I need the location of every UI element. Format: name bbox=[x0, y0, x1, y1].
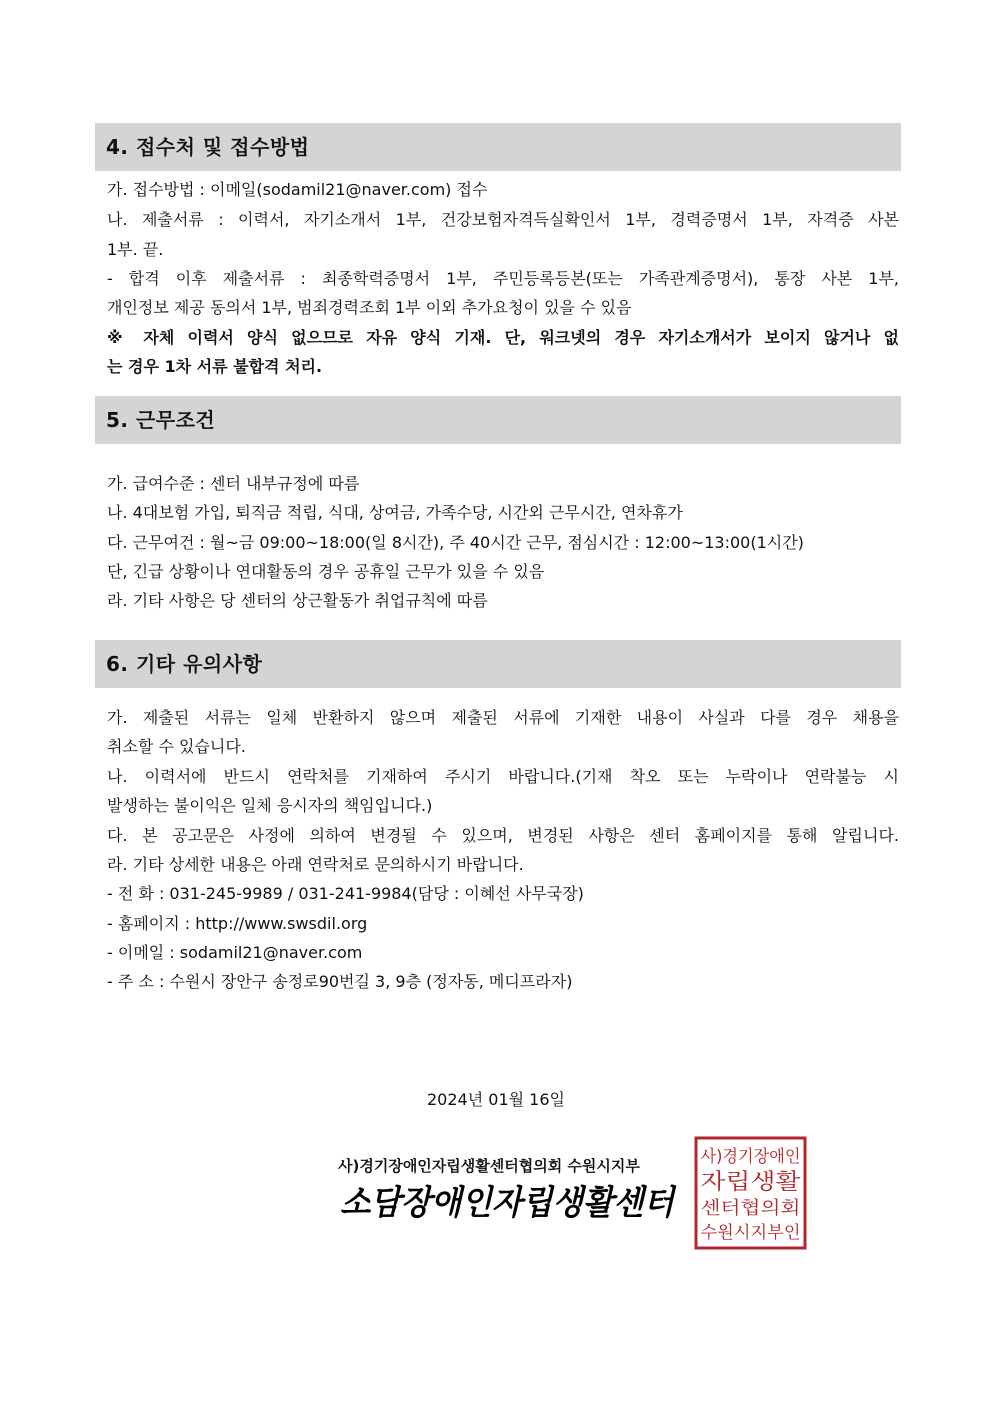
rules-line: 라. 기타 사항은 당 센터의 상근활동가 취업규칙에 따름 bbox=[107, 591, 488, 610]
section-heading-application: 4. 접수처 및 접수방법 bbox=[95, 123, 901, 171]
note-d-line: 라. 기타 상세한 내용은 아래 연락처로 문의하시기 바랍니다. bbox=[107, 855, 524, 874]
salary-line: 가. 급여수준 : 센터 내부규정에 따름 bbox=[107, 474, 360, 493]
note-c-line: 다. 본 공고문은 사정에 의하여 변경될 수 있으며, 변경된 사항은 센터 홈페이지를 통해 알립니다. bbox=[107, 826, 899, 845]
contact-address-line: - 주 소 : 수원시 장안구 송정로90번길 3, 9층 (정자동, 메디프라자) bbox=[107, 972, 573, 991]
center-logo bbox=[338, 1176, 678, 1226]
contact-phone-line: - 전 화 : 031-245-9989 / 031-241-9984(담당 : 이혜선 사무국장) bbox=[107, 884, 584, 903]
benefits-line: 나. 4대보험 가입, 퇴직금 적립, 식대, 상여금, 가족수당, 시간외 근무시간, 연차휴가 bbox=[107, 503, 683, 522]
resume-note-line: ※ 자체 이력서 양식 없으므로 자유 양식 기재. 단, 워크넷의 경우 자기소개서가 보이지 않거나 없 bbox=[107, 328, 899, 347]
documents-line: 나. 제출서류 : 이력서, 자기소개서 1부, 건강보험자격득실확인서 1부, 경력증명서 1부, 자격증 사본 bbox=[107, 210, 899, 229]
note-a-line: 가. 제출된 서류는 일체 반환하지 않으며 제출된 서류에 기재한 내용이 사실과 다를 경우 채용을 bbox=[107, 708, 899, 727]
center-logo-text: 소담장애인자립생활센터 bbox=[340, 1183, 677, 1223]
seal-line-2: 자립생활 bbox=[700, 1170, 802, 1195]
resume-note-line-cont: 는 경우 1차 서류 불합격 처리. bbox=[107, 357, 323, 376]
official-seal bbox=[693, 1135, 808, 1251]
note-a-line-cont: 취소할 수 있습니다. bbox=[107, 737, 246, 756]
note-b-line: 나. 이력서에 반드시 연락처를 기재하여 주시기 바랍니다.(기재 착오 또는 누락이나 연락불능 시 bbox=[107, 767, 899, 786]
contact-email-line: - 이메일 : sodamil21@naver.com bbox=[107, 943, 363, 962]
hours-line-cont: 단, 긴급 상황이나 연대활동의 경우 공휴일 근무가 있을 수 있음 bbox=[107, 562, 545, 581]
document-date: 2024년 01월 16일 bbox=[427, 1090, 565, 1109]
section-heading-conditions: 5. 근무조건 bbox=[95, 396, 901, 444]
post-pass-documents-line-cont: 개인정보 제공 동의서 1부, 범죄경력조회 1부 이외 추가요청이 있을 수 있음 bbox=[107, 298, 632, 317]
note-b-line-cont: 발생하는 불이익은 일체 응시자의 책임입니다.) bbox=[107, 796, 433, 815]
seal-line-1: 사)경기장애인 bbox=[700, 1147, 806, 1167]
seal-line-3: 센터협의회 bbox=[700, 1198, 788, 1219]
hours-line: 다. 근무여건 : 월~금 09:00~18:00(일 8시간), 주 40시간 근무, 점심시간 : 12:00~13:00(1시간) bbox=[107, 533, 804, 552]
section-heading-notes: 6. 기타 유의사항 bbox=[95, 640, 901, 688]
organization-name: 사)경기장애인자립생활센터협의회 수원시지부 bbox=[338, 1157, 640, 1175]
contact-homepage-line: - 홈페이지 : http://www.swsdil.org bbox=[107, 914, 368, 933]
seal-line-4: 수원시지부인 bbox=[700, 1223, 800, 1243]
post-pass-documents-line: - 합격 이후 제출서류 : 최종학력증명서 1부, 주민등록등본(또는 가족관계증명서), 통장 사본 1부, bbox=[107, 269, 899, 288]
documents-line-cont: 1부. 끝. bbox=[107, 240, 164, 259]
application-method-line: 가. 접수방법 : 이메일(sodamil21@naver.com) 접수 bbox=[107, 180, 488, 199]
